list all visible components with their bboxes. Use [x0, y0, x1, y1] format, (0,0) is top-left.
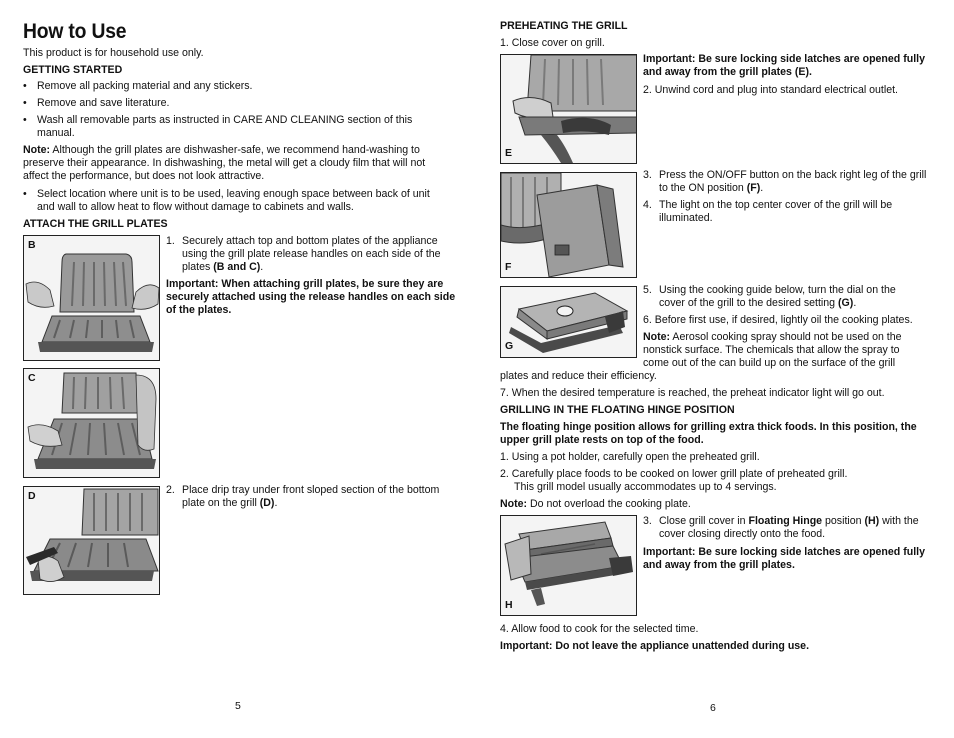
preheat-important-line1: Important: Be sure locking side latches are opened fully [643, 53, 925, 65]
page-number-left: 5 [235, 700, 241, 712]
figure-label: E [505, 147, 513, 159]
note-text: Do not overload the cooking plate. [527, 498, 691, 510]
floating-step4: 4. Allow food to cook for the selected time. [500, 623, 699, 635]
attach-heading: ATTACH THE GRILL PLATES [23, 218, 168, 230]
preheat-step5-line2 [659, 297, 856, 310]
figure-reference: (D) [259, 497, 275, 509]
figure-label: C [28, 372, 36, 384]
preheat-step3-number: 3. [643, 169, 652, 181]
step-text: plate on the grill [182, 497, 260, 509]
step-text: with the [879, 515, 919, 527]
page-number-right: 6 [710, 702, 716, 714]
figure-label: F [505, 261, 512, 273]
figure-reference: (G) [838, 297, 854, 309]
figure-reference: (H) [864, 515, 880, 527]
final-important: Important: Do not leave the appliance unattended during use. [500, 640, 810, 652]
page-title: How to Use [23, 20, 127, 43]
step-text: position [822, 515, 865, 527]
step-text: . [260, 261, 264, 273]
preheat-note-line4: plates and reduce their efficiency. [500, 370, 657, 382]
bullet-location-line2: and wall to allow heat to flow without damage to cabinets and walls. [37, 201, 354, 213]
preheat-step5-line1: Using the cooking guide below, turn the dial on the [659, 284, 896, 296]
step-text: . [274, 497, 278, 509]
floating-step3-line2: cover closing directly onto the food. [659, 528, 826, 540]
figure-f [500, 172, 637, 278]
preheating-heading: PREHEATING THE GRILL [500, 20, 628, 32]
grill-locking-latch-illustration [501, 55, 637, 164]
step-text: . [853, 297, 857, 309]
floating-bold-line2: upper grill plate rests on top of the food. [500, 434, 704, 446]
grill-plate-release-illustration [24, 369, 160, 478]
bullet-wash-line2: manual. [37, 127, 75, 139]
note-label: Note: [500, 498, 528, 510]
attach-step2-line2 [182, 497, 277, 510]
floating-important-line1: Important: Be sure locking side latches are opened fully [643, 546, 925, 558]
figure-label: D [28, 490, 36, 502]
note-text: Although the grill plates are dishwasher-safe, we recommend hand-washing to [50, 144, 420, 156]
preheat-step3-line1: Press the ON/OFF button on the back right leg of the grill [659, 169, 927, 181]
floating-step2-line1: 2. Carefully place foods to be cooked on lower grill plate of preheated grill. [500, 468, 848, 480]
preheat-step6: 6. Before first use, if desired, lightly oil the cooking plates. [643, 314, 913, 326]
floating-bold-line1: The floating hinge position allows for grilling extra thick foods. In this position, the [500, 421, 917, 433]
preheat-step2: 2. Unwind cord and plug into standard electrical outlet. [643, 84, 898, 96]
note-line2: preserve their appearance. In dishwashing, the metal will get a cloudy film that will not [23, 157, 426, 169]
preheat-note-line3: come out of the can build up on the surface of the grill [643, 357, 896, 369]
attach-important-line1: Important: When attaching grill plates, be sure they are [166, 278, 444, 290]
floating-important-line2: and away from the grill plates. [643, 559, 795, 571]
attach-important-line3: of the plates. [166, 304, 232, 316]
floating-hinge-illustration [501, 516, 637, 616]
floating-step3-number: 3. [643, 515, 652, 527]
position-name: Floating Hinge [748, 515, 823, 527]
bullet-remove-packing: Remove all packing material and any stickers. [37, 80, 253, 92]
intro-text: This product is for household use only. [23, 47, 204, 59]
floating-step1: 1. Using a pot holder, carefully open the preheated grill. [500, 451, 760, 463]
figure-b [23, 235, 160, 361]
bullet-wash-line1: Wash all removable parts as instructed in CARE AND CLEANING section of this [37, 114, 413, 126]
attach-important-line2: securely attached using the release handles on each side [166, 291, 456, 303]
bullet-dot: • [23, 188, 27, 200]
temperature-dial-illustration [501, 287, 637, 358]
note-text: Aerosol cooking spray should not be used on the [670, 331, 902, 343]
figure-h [500, 515, 637, 616]
figure-g [500, 286, 637, 358]
bullet-save-literature: Remove and save literature. [37, 97, 170, 109]
note-line3: affect the performance, but does not look attractive. [23, 170, 265, 182]
step-text: to the ON position [659, 182, 747, 194]
attach-step1-number: 1. [166, 235, 175, 247]
attach-step1-line3 [182, 261, 263, 274]
floating-hinge-heading: GRILLING IN THE FLOATING HINGE POSITION [500, 404, 735, 416]
attach-step1-line1: Securely attach top and bottom plates of the appliance [182, 235, 438, 247]
figure-reference: (B and C) [213, 261, 261, 273]
bullet-location-line1: Select location where unit is to be used, leaving enough space between back of unit [37, 188, 430, 200]
getting-started-heading: GETTING STARTED [23, 64, 123, 76]
step-text: cover of the grill to the desired setting [659, 297, 839, 309]
bullet-dot: • [23, 80, 27, 92]
note-line1 [23, 144, 420, 157]
bullet-dot: • [23, 97, 27, 109]
grill-open-plates-illustration [24, 236, 160, 361]
preheat-step3-line2 [659, 182, 763, 195]
floating-note [500, 498, 691, 511]
bullet-dot: • [23, 114, 27, 126]
figure-label: G [505, 340, 514, 352]
preheat-step4-line1: The light on the top center cover of the grill will be [659, 199, 893, 211]
preheat-step5-number: 5. [643, 284, 652, 296]
figure-d [23, 486, 160, 595]
figure-label: H [505, 599, 513, 611]
step-text: Close grill cover in [659, 515, 749, 527]
figure-e [500, 54, 637, 164]
preheat-step4-line2: illuminated. [659, 212, 713, 224]
preheat-step7: 7. When the desired temperature is reached, the preheat indicator light will go out. [500, 387, 885, 399]
note-label: Note: [643, 331, 671, 343]
preheat-important-line2: and away from the grill plates (E). [643, 66, 812, 78]
figure-label: B [28, 239, 36, 251]
attach-step1-line2: using the grill plate release handles on each side of the [182, 248, 441, 260]
floating-step2-line2: This grill model usually accommodates up to 4 servings. [514, 481, 777, 493]
step-text: . [760, 182, 764, 194]
preheat-note-line1 [643, 331, 902, 344]
floating-step3-line1 [659, 515, 919, 528]
note-label: Note: [23, 144, 51, 156]
step-text: plates [182, 261, 214, 273]
on-off-button-illustration [501, 173, 637, 278]
attach-step2-number: 2. [166, 484, 175, 496]
attach-step2-line1: Place drip tray under front sloped section of the bottom [182, 484, 440, 496]
preheat-step1: 1. Close cover on grill. [500, 37, 605, 49]
preheat-note-line2: nonstick surface. The chemicals that allow the spray to [643, 344, 900, 356]
figure-reference: (F) [746, 182, 761, 194]
figure-c [23, 368, 160, 478]
drip-tray-illustration [24, 487, 160, 595]
preheat-step4-number: 4. [643, 199, 652, 211]
